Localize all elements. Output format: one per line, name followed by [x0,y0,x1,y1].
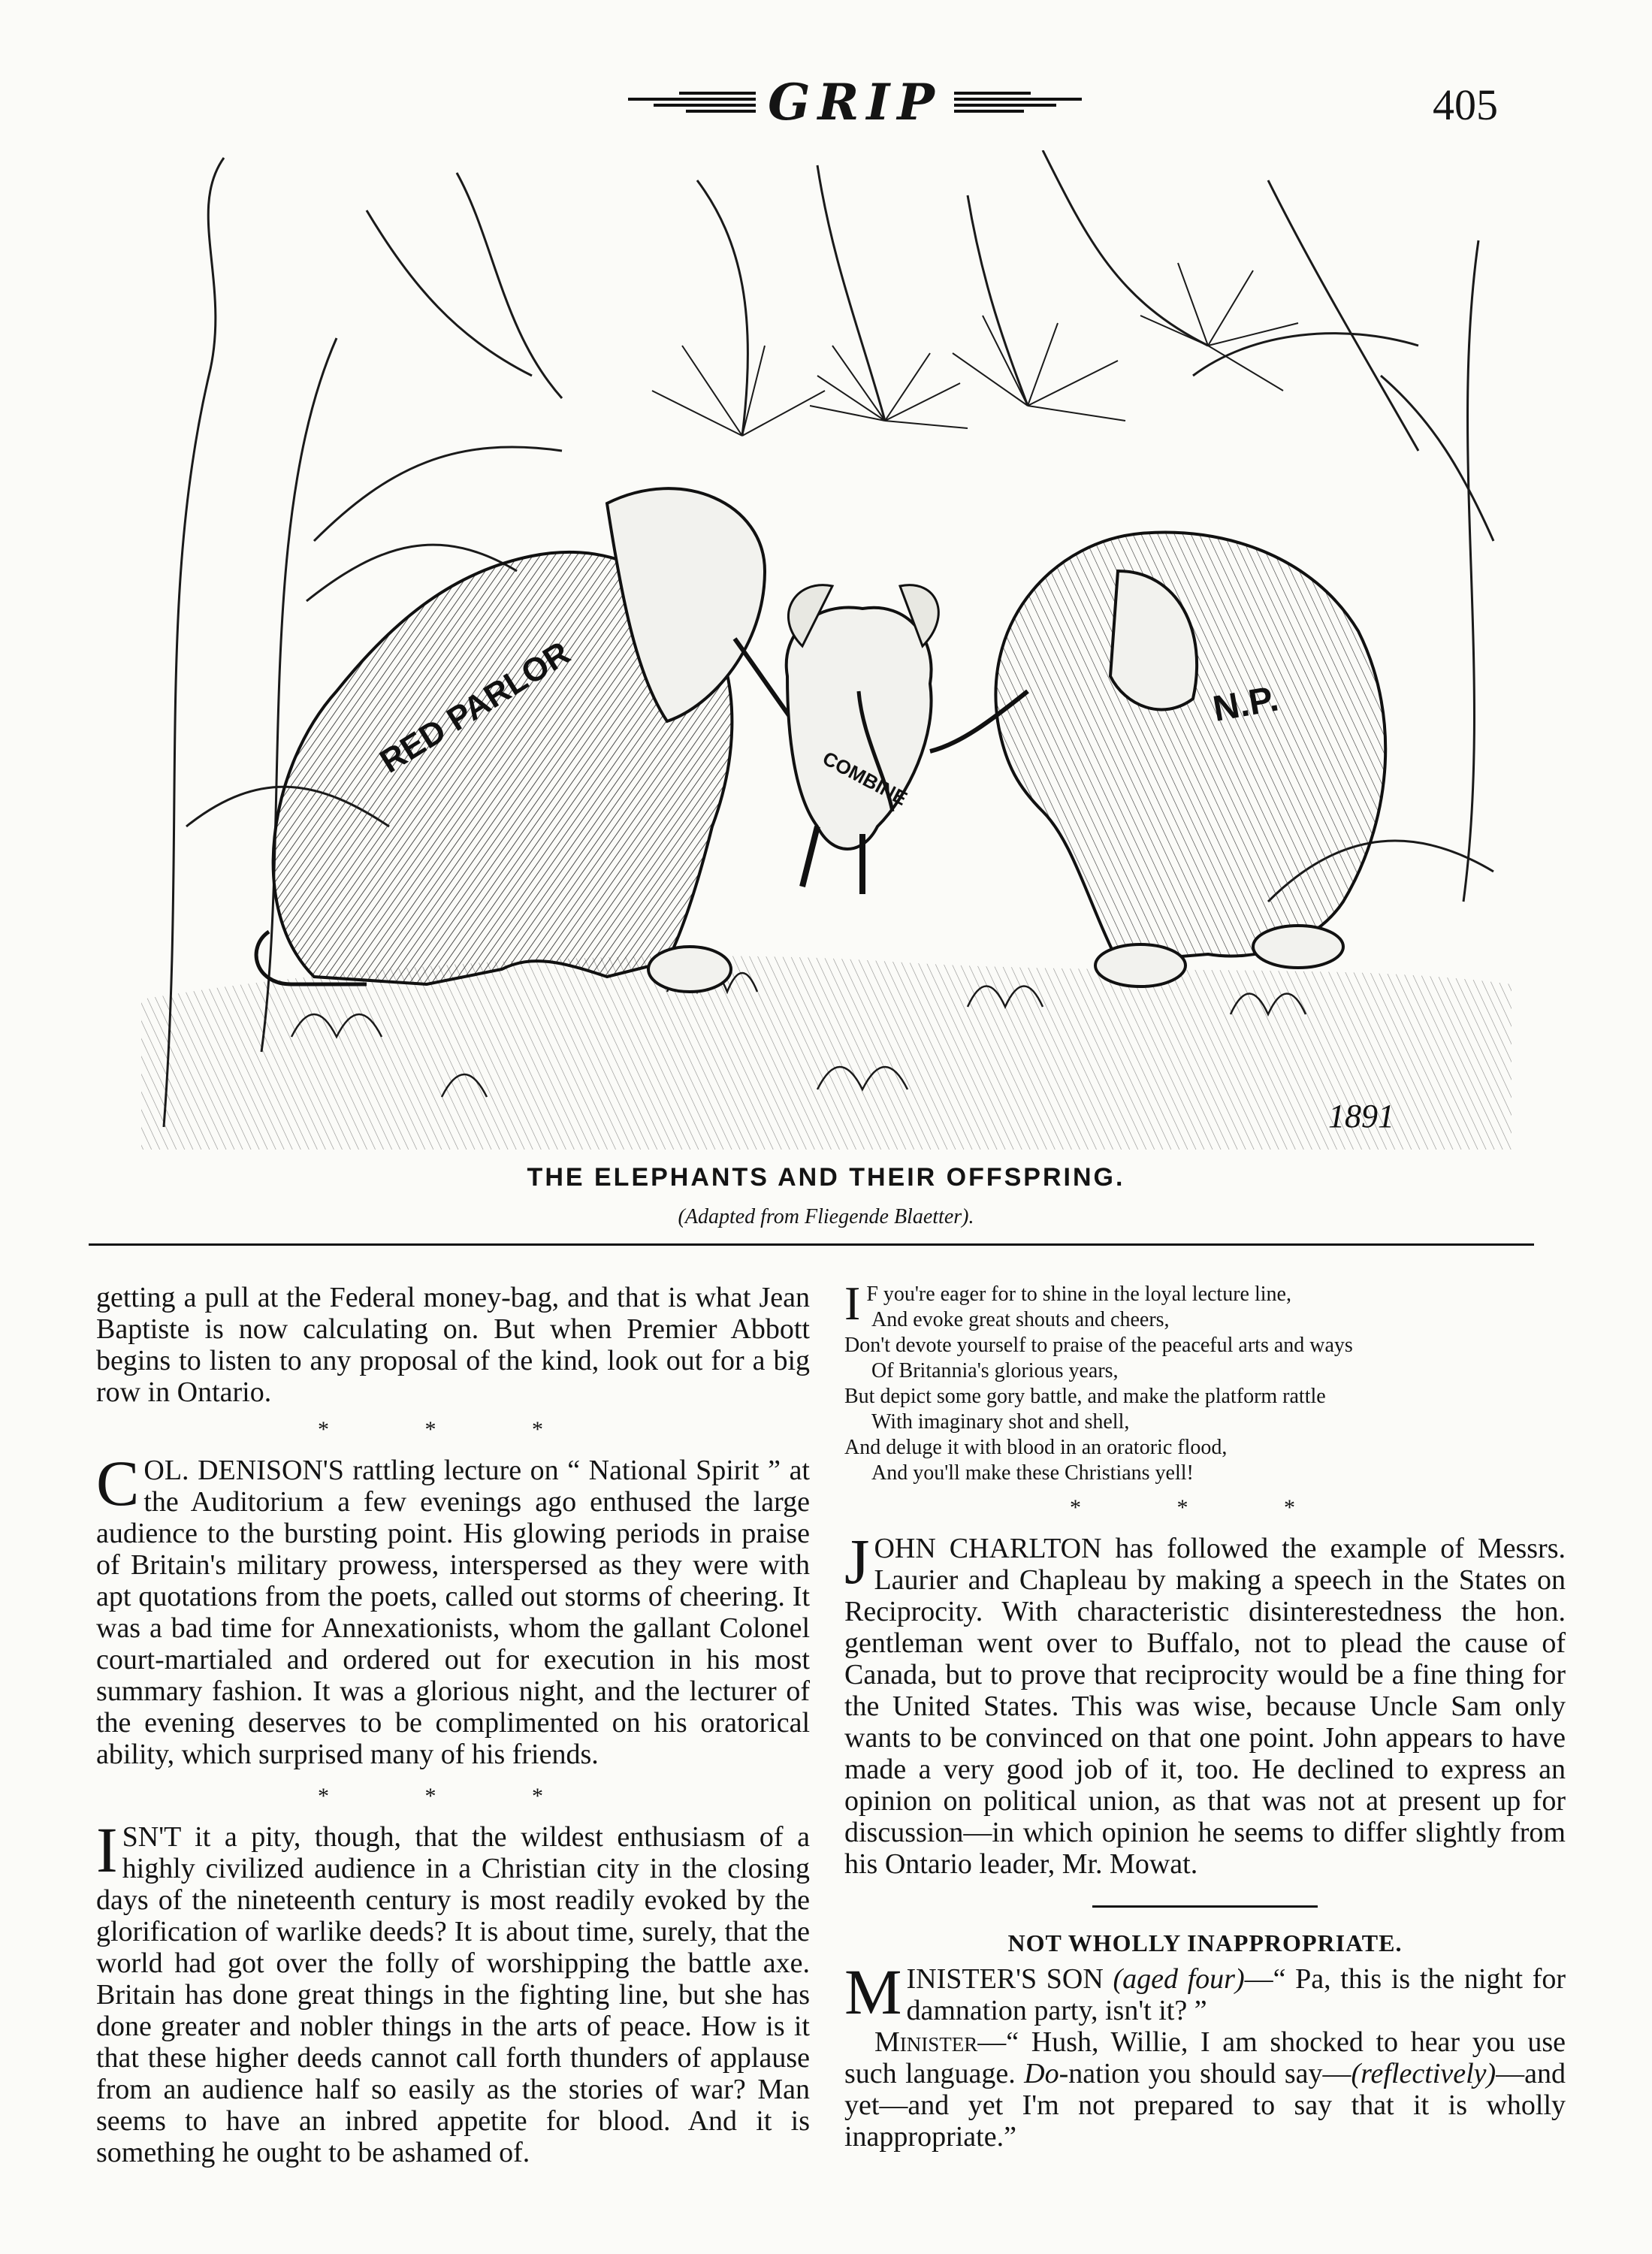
short-divider [1092,1905,1318,1908]
paragraph-text: —“ Pa, this is the night for damnation party, isn't it? ” [906,1963,1566,2026]
drop-cap: M [844,1956,902,2028]
paragraph-text: —“ Hush, Willie, I am shocked to hear you use such language. [844,2026,1566,2089]
paragraph-text: OHN CHARLTON has followed the example of Messrs. Laurier and Chapleau by making a speech in the States on Reciprocity. With characteristic disinterestedness the hon. gentleman went over to Buffalo, not to plead the cause of Canada, but to prove that reciprocity would be a fine thing for the United States. This was wise, because Uncle Sam only wants to be convinced on that one point. John appears to have made a very good job of it, too. He declined to express an opinion on political union, as that was not at present up for discussion—in which opinion he seems to differ slightly from his Ontario leader, Mr. Mowat. [844,1533,1566,1880]
stage-direction: (aged four) [1113,1963,1245,1995]
cartoon-caption: THE ELEPHANTS AND THEIR OFFSPRING. [527,1163,1125,1192]
drop-cap: C [96,1447,140,1519]
paragraph-charlton [844,1525,1566,1880]
section-break-stars: * * * [1070,1495,1340,1520]
paragraph-text: —and yet—and yet I'm not prepared to say that it is wholly inappropriate.” [844,2058,1566,2153]
page-header [0,72,1652,132]
label-np: N.P. [1210,678,1282,730]
paragraph-minister [844,2026,1566,2153]
divider-rule [89,1243,1534,1246]
paragraph-money-bag: getting a pull at the Federal money-bag, and that is what Jean Baptiste is now calculating on. But when Premier Abbott begins to listen to any proposal of the kind, look out for a big row in Ontario. [96,1282,810,1408]
verse-line: But depict some gory battle, and make the platform rattle [844,1385,1326,1408]
section-break-stars: * * * [318,1417,588,1442]
verse-poem [844,1277,1566,1486]
verse-line: And evoke great shouts and cheers, [871,1308,1170,1331]
paragraph-ministers-son [844,1956,1566,2028]
masthead-rule-right [954,92,1082,113]
paragraph-text: nation you should say— [1068,2058,1351,2089]
verse-line: Don't devote yourself to praise of the peaceful arts and ways [844,1334,1353,1357]
verse-line: Of Britannia's glorious years, [871,1359,1119,1382]
paragraph-denison [96,1447,810,1770]
publication-title: GRIP [768,73,942,131]
paragraph-text: SN'T it a pity, though, that the wildest enthusiasm of a highly civilized audience in a Christian city in the closing days of the nineteenth century is most readily evoked by the glorification of warlike deeds? It is about time, surely, that the world had got over the folly of worshipping the battle axe. Britain has done great things in the fighting line, but she has done greater and nobler things in the arts of peace. How is it that these higher deeds cannot call forth thunders of applause from an audience half so easily as the stories of war? Man seems to have an inbred appetite for blood. And it is something he ought to be ashamed of. [96,1821,810,2168]
paragraph-enthusiasm [96,1814,810,2168]
label-red-parlor: RED PARLOR [373,634,577,781]
speaker-label: INISTER'S SON [906,1963,1104,1995]
label-combine: COMBINE [819,746,911,810]
emphasis-text: Do- [1024,2058,1069,2089]
verse-line: And you'll make these Christians yell! [871,1461,1194,1485]
stage-direction: (reflectively) [1351,2058,1496,2089]
paragraph-text: OL. DENISON'S rattling lecture on “ National Spirit ” at the Auditorium a few evenings ago enthused the large audience to the bursting point. His glowing periods in praise of Britain's military prowess, interspersed as they were with apt quotations from the poets, called out storms of cheering. It was a bad time for Annexationists, whom the gallant Colonel court-martialed and ordered out for execution in his most summary fashion. It was a glorious night, and the lecturer of the evening deserves to be complimented on his oratorical ability, which surprised many of his friends. [96,1455,810,1770]
section-break-stars: * * * [318,1784,588,1808]
left-column [96,1282,810,2168]
masthead [599,72,1110,132]
cartoon-subcaption: (Adapted from Fliegende Blaetter). [678,1205,974,1228]
speaker-label: Minister [874,2026,978,2058]
verse-line: And deluge it with blood in an oratoric flood, [844,1436,1228,1459]
page-number: 405 [1433,80,1498,129]
artist-signature: 1891 [1328,1098,1394,1135]
drop-cap: J [844,1525,870,1597]
drop-cap: I [96,1814,118,1886]
verse-line: F you're eager for to shine in the loyal lecture line, [866,1283,1291,1306]
masthead-rule-left [628,92,756,113]
drop-cap: I [844,1277,861,1330]
verse-line: With imaginary shot and shell, [871,1410,1130,1434]
cartoon-illustration [141,150,1512,1150]
right-column [844,1277,1566,2153]
article-heading: NOT WHOLLY INAPPROPRIATE. [1007,1929,1403,1956]
